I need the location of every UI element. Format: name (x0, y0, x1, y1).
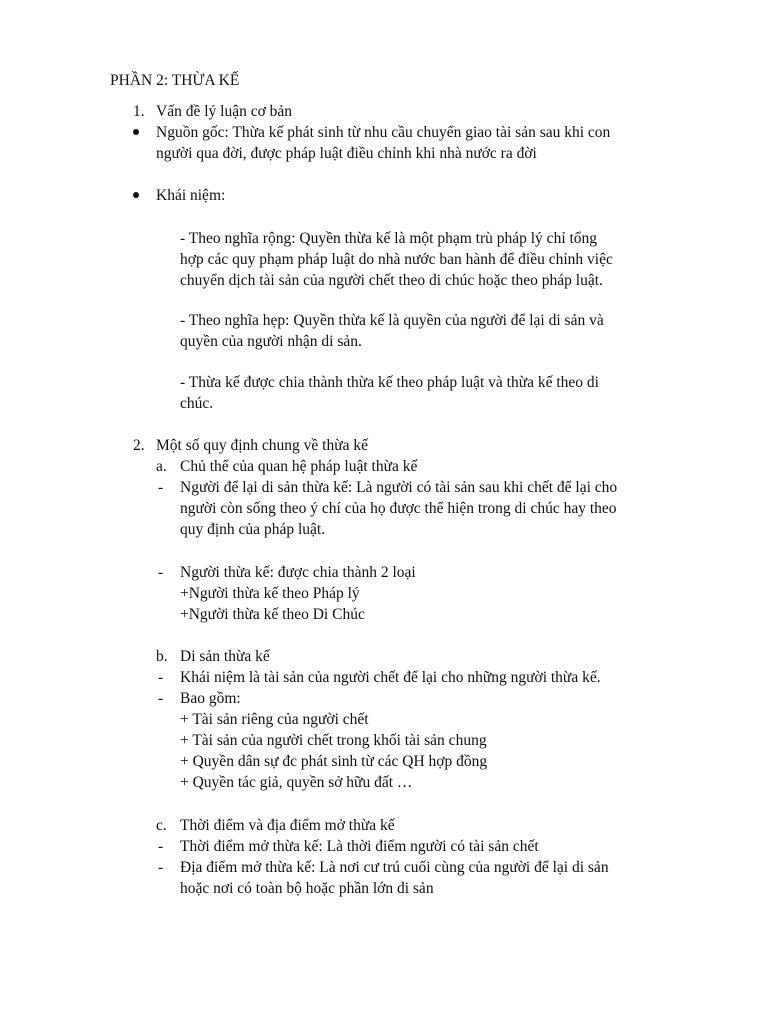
origin-line-2: người qua đời, được pháp luật điều chỉnh khi nhà nước ra đời (156, 145, 537, 162)
includes-line-2: + Tài sản riêng của người chết (180, 711, 369, 728)
opening-place-line-1: Địa điểm mở thừa kế: Là nơi cư trú cuối cùng của người để lại di sản (180, 859, 609, 876)
dash-marker: - (158, 479, 164, 496)
includes-line-4: + Quyền dân sự đc phát sinh từ các QH hợp đồng (180, 753, 488, 770)
subsection-c-heading: Thời điểm và địa điểm mở thừa kế (180, 817, 395, 834)
narrow-line-1: - Theo nghĩa hẹp: Quyền thừa kế là quyền của người để lại di sản và (180, 312, 604, 329)
bullet-origin (133, 129, 139, 135)
dash-marker: - (158, 690, 164, 707)
estate-concept: Khái niệm là tài sản của người chết để lại cho những người thừa kế. (180, 669, 601, 686)
dash-marker: - (158, 564, 164, 581)
section-1-number: 1. (133, 103, 145, 120)
section-2-heading: Một số quy định chung về thừa kế (156, 437, 369, 454)
narrow-line-2: quyền của người nhận di sản. (180, 333, 362, 350)
broad-line-2: hợp các quy phạm pháp luật do nhà nước ban hành để điều chỉnh việc (180, 251, 613, 268)
origin-line-1: Nguồn gốc: Thừa kế phát sinh từ nhu cầu chuyển giao tài sản sau khi con (156, 124, 611, 141)
section-title: PHẦN 2: THỪA KẾ (110, 72, 240, 89)
includes-line-5: + Quyền tác giả, quyền sở hữu đất … (180, 774, 413, 791)
subsection-b-heading: Di sản thừa kế (180, 648, 270, 665)
subsection-c-marker: c. (156, 817, 167, 834)
leaver-line-1: Người để lại di sản thừa kế: Là người có tài sản sau khi chết để lại cho (180, 479, 618, 496)
heir-line-2: +Người thừa kế theo Pháp lý (180, 585, 360, 602)
includes-line-3: + Tài sản của người chết trong khối tài sản chung (180, 732, 487, 749)
concept-label: Khái niệm: (156, 187, 226, 204)
includes-line-1: Bao gồm: (180, 690, 241, 707)
subsection-b-marker: b. (156, 648, 168, 665)
dash-marker: - (158, 838, 164, 855)
leaver-line-2: người còn sống theo ý chí của họ được thể hiện trong di chúc hay theo (180, 500, 617, 517)
types-line-1: - Thừa kế được chia thành thừa kế theo pháp luật và thừa kế theo di (180, 374, 599, 391)
dash-marker: - (158, 669, 164, 686)
section-1-heading: Vấn đề lý luận cơ bản (156, 103, 293, 120)
opening-place-line-2: hoặc nơi có toàn bộ hoặc phần lớn di sản (180, 880, 434, 897)
broad-line-3: chuyển dịch tài sản của người chết theo di chúc hoặc theo pháp luật. (180, 272, 603, 289)
heir-line-3: +Người thừa kế theo Di Chúc (180, 606, 365, 623)
section-2-number: 2. (133, 437, 145, 454)
leaver-line-3: quy định của pháp luật. (180, 521, 326, 538)
opening-time: Thời điểm mở thừa kế: Là thời điểm người có tài sản chết (180, 838, 539, 855)
bullet-concept (133, 192, 139, 198)
types-line-2: chúc. (180, 395, 214, 412)
subsection-a-heading: Chủ thể của quan hệ pháp luật thừa kế (180, 458, 418, 475)
heir-line-1: Người thừa kế: được chia thành 2 loại (180, 564, 416, 581)
subsection-a-marker: a. (156, 458, 167, 475)
dash-marker: - (158, 859, 164, 876)
broad-line-1: - Theo nghĩa rộng: Quyền thừa kế là một phạm trù pháp lý chỉ tổng (180, 230, 598, 247)
